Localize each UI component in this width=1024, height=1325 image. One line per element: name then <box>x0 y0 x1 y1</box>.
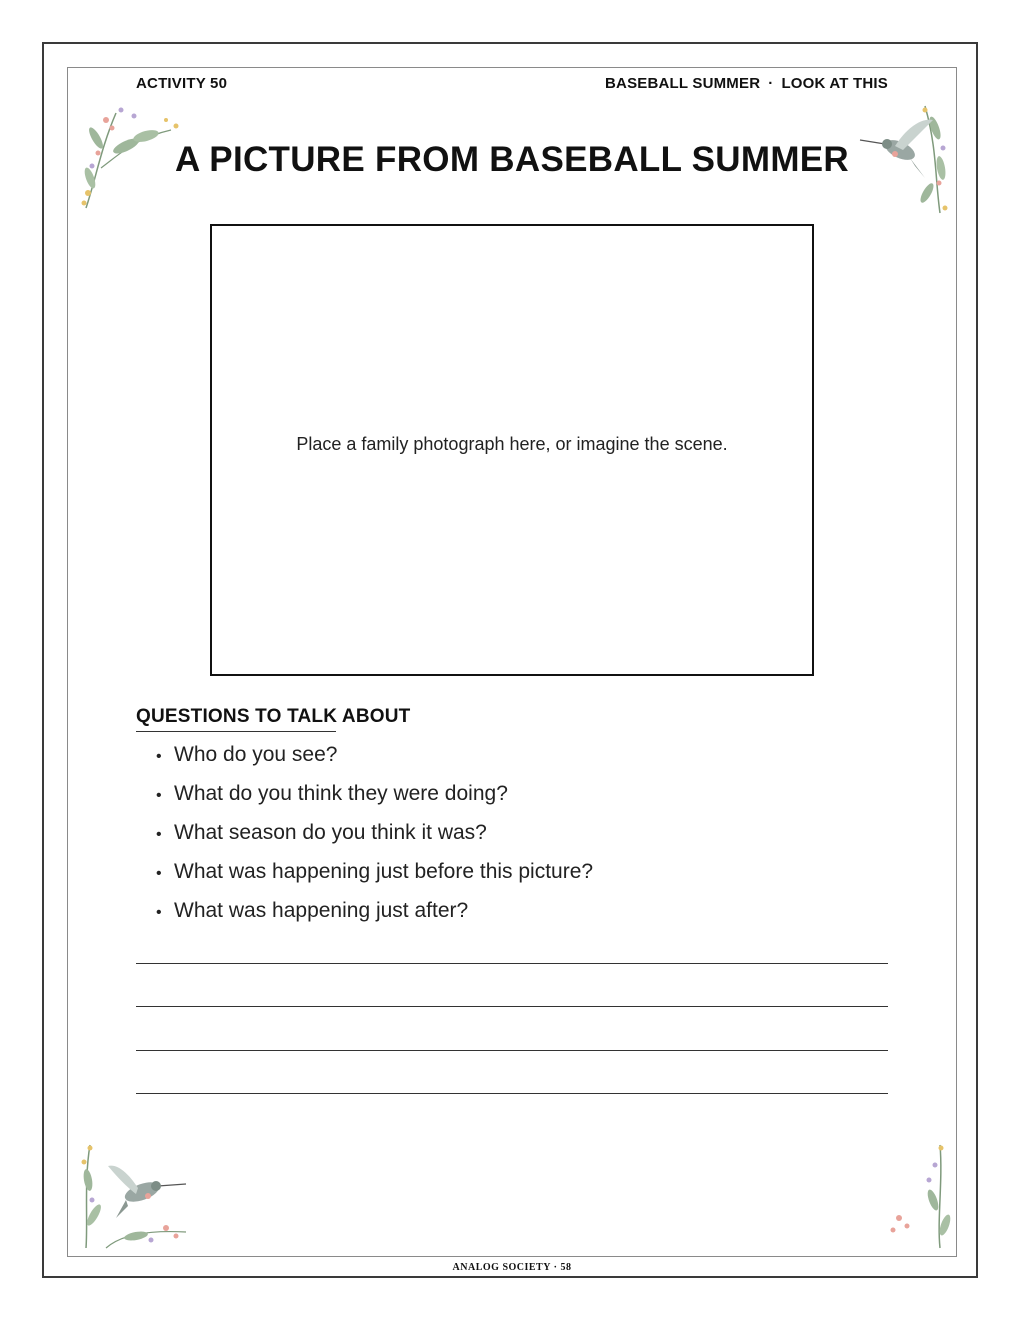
bullet-icon: • <box>156 826 162 843</box>
question-item <box>156 775 593 814</box>
writing-line[interactable] <box>136 1006 888 1007</box>
bullet-icon: • <box>156 748 162 765</box>
question-text: What do you think they were doing? <box>174 782 508 805</box>
question-text: What season do you think it was? <box>174 821 487 844</box>
question-text: Who do you see? <box>174 743 338 766</box>
page-footer <box>0 1262 1024 1273</box>
question-item <box>156 736 593 775</box>
question-text: What was happening just before this picture? <box>174 860 594 883</box>
questions-heading: QUESTIONS TO TALK ABOUT <box>136 706 411 727</box>
section-name: BASEBALL SUMMER <box>605 75 761 92</box>
questions-heading-underline <box>136 731 336 732</box>
photo-caption: Place a family photograph here, or imagine the scene. <box>296 433 728 454</box>
header-separator: · <box>768 75 774 92</box>
questions-list <box>156 736 593 931</box>
header-breadcrumb <box>605 75 888 92</box>
question-item <box>156 892 593 931</box>
page-title: A PICTURE FROM BASEBALL SUMMER <box>175 140 849 179</box>
bottom-left-hummingbird-icon <box>76 1140 196 1252</box>
question-text: What was happening just after? <box>174 899 469 922</box>
activity-number: ACTIVITY 50 <box>136 75 228 92</box>
writing-line[interactable] <box>136 1093 888 1094</box>
bullet-icon: • <box>156 787 162 804</box>
bullet-icon: • <box>156 904 162 921</box>
bullet-icon: • <box>156 865 162 882</box>
question-item <box>156 814 593 853</box>
bottom-right-floral-icon <box>885 1140 955 1252</box>
photo-placeholder-box <box>210 224 814 676</box>
question-item <box>156 853 593 892</box>
page-number: 58 <box>560 1262 572 1273</box>
writing-line[interactable] <box>136 1050 888 1051</box>
activity-type: LOOK AT THIS <box>781 75 888 92</box>
footer-separator: · <box>553 1262 558 1273</box>
writing-line[interactable] <box>136 963 888 964</box>
publisher-name: ANALOG SOCIETY <box>452 1262 551 1273</box>
